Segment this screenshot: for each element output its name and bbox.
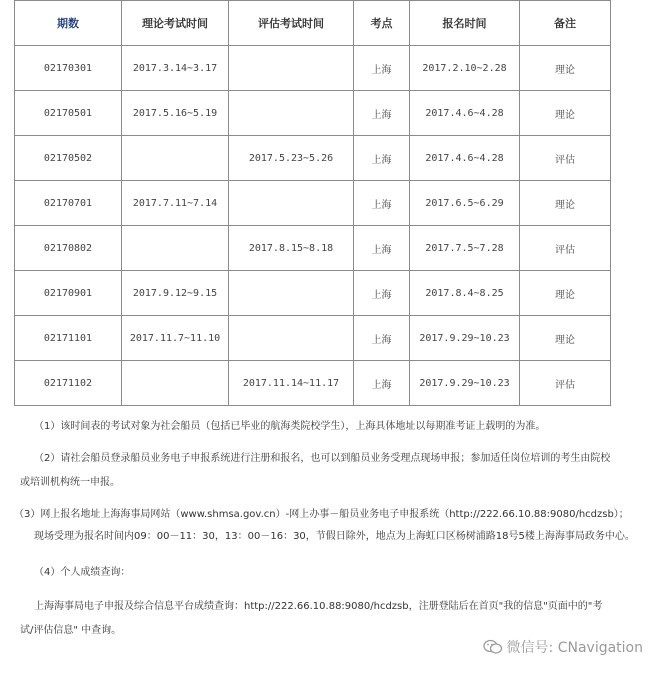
cell-location: 上海 [354,361,410,406]
cell-registration: 2017.7.5~7.28 [410,226,520,271]
cell-remark: 理论 [520,46,611,91]
header-remark: 备注 [520,1,611,46]
cell-remark: 评估 [520,361,611,406]
note-1: （1）该时间表的考试对象为社会船员（包括已毕业的航海类院校学生），上海具体地址以每期准考证上载明的为准。 [34,421,546,432]
header-location: 考点 [354,1,410,46]
cell-registration: 2017.4.6~4.28 [410,91,520,136]
cell-registration: 2017.9.29~10.23 [410,361,520,406]
table-row [15,271,611,316]
wechat-icon [483,639,503,655]
cell-assessment [229,91,354,136]
cell-assessment: 2017.8.15~8.18 [229,226,354,271]
cell-period: 02171102 [15,361,122,406]
cell-remark: 评估 [520,136,611,181]
cell-assessment: 2017.5.23~5.26 [229,136,354,181]
watermark [483,637,643,657]
note-3-line-2: 现场受理为报名时间内09：00－11：30，13：00－16：30，节假日除外，地点为上海虹口区杨树浦路18号5楼上海海事局政务中心。 [34,531,635,542]
table-header-row [15,1,611,46]
cell-remark: 理论 [520,271,611,316]
cell-period: 02170301 [15,46,122,91]
cell-location: 上海 [354,316,410,361]
table-row [15,91,611,136]
cell-registration: 2017.9.29~10.23 [410,316,520,361]
notes-section [14,418,639,640]
cell-assessment [229,181,354,226]
table-row [15,316,611,361]
cell-assessment [229,316,354,361]
cell-period: 02170501 [15,91,122,136]
cell-remark: 理论 [520,91,611,136]
cell-theory: 2017.9.12~9.15 [122,271,229,316]
cell-period: 02171101 [15,316,122,361]
cell-registration: 2017.6.5~6.29 [410,181,520,226]
header-period: 期数 [15,1,122,46]
cell-location: 上海 [354,136,410,181]
cell-theory [122,226,229,271]
cell-remark: 理论 [520,181,611,226]
cell-period: 02170701 [15,181,122,226]
note-2-line-2: 或培训机构统一申报。 [20,477,120,488]
cell-assessment: 2017.11.14~11.17 [229,361,354,406]
cell-registration: 2017.4.6~4.28 [410,136,520,181]
cell-period: 02170901 [15,271,122,316]
cell-assessment [229,46,354,91]
cell-period: 02170502 [15,136,122,181]
cell-theory [122,361,229,406]
note-5-line-2: 试/评估信息" 中查询。 [20,625,122,636]
note-3-line-1: （3）网上报名地址上海海事局网站（www.shmsa.gov.cn）-网上办事－船员业务电子申报系统（http://222.66.10.88:9080/hcdzsb）； [14,509,629,520]
cell-period: 02170802 [15,226,122,271]
cell-theory: 2017.7.11~7.14 [122,181,229,226]
table-row [15,136,611,181]
note-2-line-1: （2）请社会船员登录船员业务电子申报系统进行注册和报名，也可以到船员业务受理点现场申报；参加适任岗位培训的考生由院校 [34,453,611,464]
exam-schedule-table [14,0,611,406]
watermark-text: 微信号: CNavigation [506,640,643,656]
cell-location: 上海 [354,91,410,136]
cell-theory: 2017.3.14~3.17 [122,46,229,91]
table-row [15,46,611,91]
cell-theory [122,136,229,181]
cell-location: 上海 [354,181,410,226]
cell-remark: 理论 [520,316,611,361]
cell-registration: 2017.8.4~8.25 [410,271,520,316]
table-row [15,181,611,226]
cell-theory: 2017.5.16~5.19 [122,91,229,136]
cell-location: 上海 [354,271,410,316]
note-5-line-1: 上海海事局电子申报及综合信息平台成绩查询：http://222.66.10.88:9080/hcdzsb，注册登陆后在首页"我的信息"页面中的"考 [34,601,603,612]
header-assessment-exam: 评估考试时间 [229,1,354,46]
header-registration: 报名时间 [410,1,520,46]
cell-location: 上海 [354,226,410,271]
table-row [15,361,611,406]
cell-assessment [229,271,354,316]
cell-location: 上海 [354,46,410,91]
cell-registration: 2017.2.10~2.28 [410,46,520,91]
cell-remark: 评估 [520,226,611,271]
note-4: （4）个人成绩查询： [34,567,131,578]
header-theory-exam: 理论考试时间 [122,1,229,46]
table-row [15,226,611,271]
cell-theory: 2017.11.7~11.10 [122,316,229,361]
